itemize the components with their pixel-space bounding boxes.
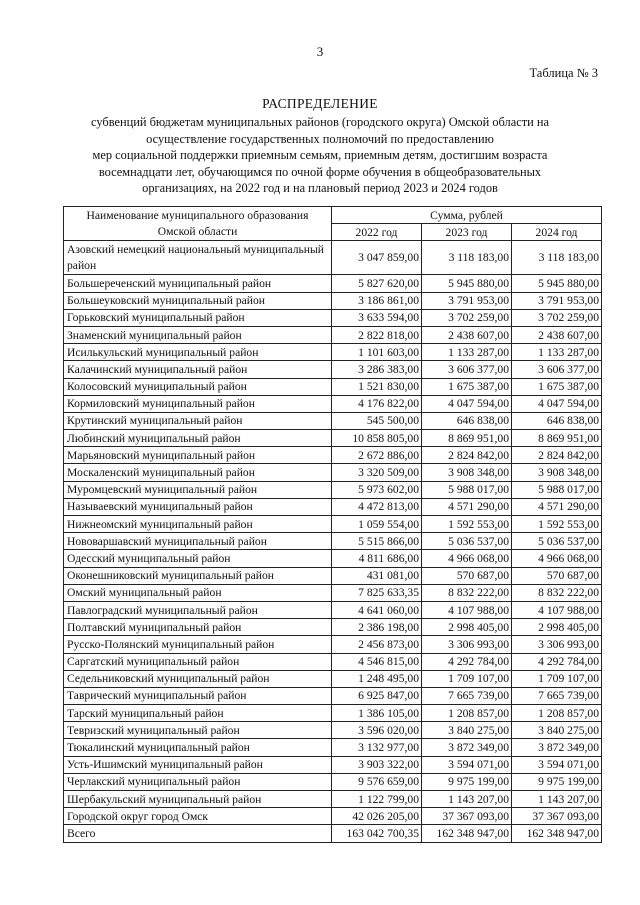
district-name-cell: Москаленский муниципальный район — [64, 464, 332, 481]
header-row — [64, 207, 602, 224]
value-2022-cell: 2 822 818,00 — [332, 326, 422, 343]
value-2022-cell: 545 500,00 — [332, 412, 422, 429]
district-name-cell: Калачинский муниципальный район — [64, 361, 332, 378]
value-2024-cell: 3 702 259,00 — [512, 309, 602, 326]
value-2024-cell: 2 438 607,00 — [512, 326, 602, 343]
table-row — [64, 670, 602, 687]
value-2022-cell: 1 101 603,00 — [332, 344, 422, 361]
value-2023-cell: 3 606 377,00 — [422, 361, 512, 378]
value-2022-cell: 1 248 495,00 — [332, 670, 422, 687]
header-name-column: Наименование муниципального образования Омской области — [64, 207, 332, 241]
district-name-cell: Тарский муниципальный район — [64, 705, 332, 722]
table-row — [64, 808, 602, 825]
district-name-cell: Знаменский муниципальный район — [64, 326, 332, 343]
value-2022-cell: 1 521 830,00 — [332, 378, 422, 395]
value-2023-cell: 1 143 207,00 — [422, 791, 512, 808]
page-number: 3 — [316, 44, 324, 59]
value-2023-cell: 4 107 988,00 — [422, 601, 512, 618]
value-2022-cell: 3 186 861,00 — [332, 292, 422, 309]
value-2024-cell: 8 832 222,00 — [512, 584, 602, 601]
district-name-cell: Колосовский муниципальный район — [64, 378, 332, 395]
table-row — [64, 309, 602, 326]
table-row — [64, 550, 602, 567]
value-2022-cell: 3 596 020,00 — [332, 722, 422, 739]
value-2024-cell: 3 306 993,00 — [512, 636, 602, 653]
value-2022-cell: 163 042 700,35 — [332, 825, 422, 842]
value-2024-cell: 1 143 207,00 — [512, 791, 602, 808]
subtitle-line: мер социальной поддержки приемным семьям, приемным детям, достигшим возраста — [92, 148, 548, 163]
district-name-cell: Таврический муниципальный район — [64, 687, 332, 704]
value-2022-cell: 1 122 799,00 — [332, 791, 422, 808]
table-row — [64, 773, 602, 790]
table-row — [64, 447, 602, 464]
value-2024-cell: 1 133 287,00 — [512, 344, 602, 361]
value-2024-cell: 1 709 107,00 — [512, 670, 602, 687]
district-name-cell: Русско-Полянский муниципальный район — [64, 636, 332, 653]
district-name-cell: Называевский муниципальный район — [64, 498, 332, 515]
value-2023-cell: 3 872 349,00 — [422, 739, 512, 756]
table-row — [64, 653, 602, 670]
district-name-cell: Азовский немецкий национальный муниципальный район — [64, 241, 332, 275]
district-name-cell: Тевризский муниципальный район — [64, 722, 332, 739]
value-2024-cell: 3 908 348,00 — [512, 464, 602, 481]
district-name-cell: Большереченский муниципальный район — [64, 275, 332, 292]
table-row — [64, 567, 602, 584]
distribution-table — [63, 206, 602, 843]
value-2023-cell: 2 438 607,00 — [422, 326, 512, 343]
value-2023-cell: 3 118 183,00 — [422, 241, 512, 275]
district-name-cell: Большеуковский муниципальный район — [64, 292, 332, 309]
value-2023-cell: 3 791 953,00 — [422, 292, 512, 309]
table-row — [64, 791, 602, 808]
header-year-2022: 2022 год — [332, 224, 422, 241]
value-2023-cell: 4 571 290,00 — [422, 498, 512, 515]
value-2023-cell: 5 988 017,00 — [422, 481, 512, 498]
value-2023-cell: 3 306 993,00 — [422, 636, 512, 653]
value-2023-cell: 37 367 093,00 — [422, 808, 512, 825]
table-row — [64, 361, 602, 378]
value-2024-cell: 570 687,00 — [512, 567, 602, 584]
table-row — [64, 481, 602, 498]
subtitle-line: осуществление государственных полномочий по предоставлению — [146, 131, 494, 146]
table-row — [64, 241, 602, 275]
table-row — [64, 344, 602, 361]
value-2023-cell: 646 838,00 — [422, 412, 512, 429]
value-2023-cell: 1 592 553,00 — [422, 516, 512, 533]
table-row — [64, 326, 602, 343]
district-name-cell: Кормиловский муниципальный район — [64, 395, 332, 412]
value-2022-cell: 3 047 859,00 — [332, 241, 422, 275]
table-row — [64, 722, 602, 739]
district-name-cell: Тюкалинский муниципальный район — [64, 739, 332, 756]
value-2022-cell: 2 386 198,00 — [332, 619, 422, 636]
value-2022-cell: 3 633 594,00 — [332, 309, 422, 326]
value-2024-cell: 9 975 199,00 — [512, 773, 602, 790]
value-2024-cell: 3 118 183,00 — [512, 241, 602, 275]
district-name-cell: Любинский муниципальный район — [64, 430, 332, 447]
value-2022-cell: 1 386 105,00 — [332, 705, 422, 722]
district-name-cell: Горьковский муниципальный район — [64, 309, 332, 326]
value-2022-cell: 7 825 633,35 — [332, 584, 422, 601]
document-subtitle — [70, 114, 570, 197]
table-row — [64, 687, 602, 704]
table-row — [64, 619, 602, 636]
district-name-cell: Омский муниципальный район — [64, 584, 332, 601]
district-name-cell: Черлакский муниципальный район — [64, 773, 332, 790]
value-2024-cell: 1 208 857,00 — [512, 705, 602, 722]
value-2024-cell: 162 348 947,00 — [512, 825, 602, 842]
table-row — [64, 464, 602, 481]
table-row — [64, 636, 602, 653]
district-name-cell: Усть-Ишимский муниципальный район — [64, 756, 332, 773]
district-name-cell: Полтавский муниципальный район — [64, 619, 332, 636]
value-2022-cell: 4 811 686,00 — [332, 550, 422, 567]
value-2022-cell: 6 925 847,00 — [332, 687, 422, 704]
district-name-cell: Крутинский муниципальный район — [64, 412, 332, 429]
table-row — [64, 430, 602, 447]
district-name-cell: Оконешниковский муниципальный район — [64, 567, 332, 584]
value-2022-cell: 5 827 620,00 — [332, 275, 422, 292]
value-2023-cell: 9 975 199,00 — [422, 773, 512, 790]
value-2023-cell: 1 208 857,00 — [422, 705, 512, 722]
header-sum-label: Сумма, рублей — [332, 207, 602, 224]
value-2023-cell: 3 840 275,00 — [422, 722, 512, 739]
value-2023-cell: 1 133 287,00 — [422, 344, 512, 361]
table-row — [64, 739, 602, 756]
district-name-cell: Одесский муниципальный район — [64, 550, 332, 567]
value-2022-cell: 3 286 383,00 — [332, 361, 422, 378]
value-2022-cell: 3 320 509,00 — [332, 464, 422, 481]
value-2022-cell: 5 515 866,00 — [332, 533, 422, 550]
district-name-cell: Городской округ город Омск — [64, 808, 332, 825]
value-2023-cell: 5 945 880,00 — [422, 275, 512, 292]
value-2024-cell: 1 592 553,00 — [512, 516, 602, 533]
value-2024-cell: 5 945 880,00 — [512, 275, 602, 292]
header-year-2023: 2023 год — [422, 224, 512, 241]
table-row — [64, 584, 602, 601]
value-2023-cell: 570 687,00 — [422, 567, 512, 584]
value-2022-cell: 4 546 815,00 — [332, 653, 422, 670]
district-name-cell: Исилькульский муниципальный район — [64, 344, 332, 361]
value-2024-cell: 3 606 377,00 — [512, 361, 602, 378]
value-2022-cell: 4 472 813,00 — [332, 498, 422, 515]
value-2024-cell: 4 107 988,00 — [512, 601, 602, 618]
value-2024-cell: 4 292 784,00 — [512, 653, 602, 670]
value-2022-cell: 10 858 805,00 — [332, 430, 422, 447]
value-2024-cell: 8 869 951,00 — [512, 430, 602, 447]
value-2024-cell: 37 367 093,00 — [512, 808, 602, 825]
district-name-cell: Павлоградский муниципальный район — [64, 601, 332, 618]
subtitle-line: восемнадцати лет, обучающимся по очной форме обучения в общеобразовательных — [98, 164, 542, 179]
value-2022-cell: 4 176 822,00 — [332, 395, 422, 412]
value-2022-cell: 1 059 554,00 — [332, 516, 422, 533]
district-name-cell: Марьяновский муниципальный район — [64, 447, 332, 464]
value-2024-cell: 2 998 405,00 — [512, 619, 602, 636]
value-2022-cell: 4 641 060,00 — [332, 601, 422, 618]
value-2024-cell: 646 838,00 — [512, 412, 602, 429]
value-2024-cell: 3 872 349,00 — [512, 739, 602, 756]
district-name-cell: Всего — [64, 825, 332, 842]
value-2022-cell: 3 132 977,00 — [332, 739, 422, 756]
table-row — [64, 705, 602, 722]
value-2024-cell: 4 966 068,00 — [512, 550, 602, 567]
value-2023-cell: 3 908 348,00 — [422, 464, 512, 481]
value-2022-cell: 2 456 873,00 — [332, 636, 422, 653]
value-2022-cell: 431 081,00 — [332, 567, 422, 584]
district-name-cell: Нижнеомский муниципальный район — [64, 516, 332, 533]
value-2023-cell: 8 869 951,00 — [422, 430, 512, 447]
table-row — [64, 498, 602, 515]
value-2022-cell: 3 903 322,00 — [332, 756, 422, 773]
value-2022-cell: 5 973 602,00 — [332, 481, 422, 498]
table-row — [64, 756, 602, 773]
value-2023-cell: 8 832 222,00 — [422, 584, 512, 601]
value-2023-cell: 3 594 071,00 — [422, 756, 512, 773]
value-2023-cell: 5 036 537,00 — [422, 533, 512, 550]
table-row — [64, 275, 602, 292]
value-2024-cell: 3 594 071,00 — [512, 756, 602, 773]
value-2023-cell: 2 998 405,00 — [422, 619, 512, 636]
header-year-2024: 2024 год — [512, 224, 602, 241]
value-2023-cell: 4 047 594,00 — [422, 395, 512, 412]
table-row — [64, 601, 602, 618]
value-2024-cell: 5 036 537,00 — [512, 533, 602, 550]
table-row — [64, 412, 602, 429]
value-2022-cell: 42 026 205,00 — [332, 808, 422, 825]
value-2024-cell: 1 675 387,00 — [512, 378, 602, 395]
document-title: РАСПРЕДЕЛЕНИЕ — [262, 96, 378, 111]
table-row — [64, 516, 602, 533]
district-name-cell: Саргатский муниципальный район — [64, 653, 332, 670]
total-row — [64, 825, 602, 842]
value-2024-cell: 4 047 594,00 — [512, 395, 602, 412]
table-body — [64, 241, 602, 842]
value-2024-cell: 7 665 739,00 — [512, 687, 602, 704]
table-label: Таблица № 3 — [529, 66, 598, 80]
value-2023-cell: 162 348 947,00 — [422, 825, 512, 842]
value-2023-cell: 3 702 259,00 — [422, 309, 512, 326]
subtitle-line: организациях, на 2022 год и на плановый период 2023 и 2024 годов — [142, 181, 498, 196]
district-name-cell: Муромцевский муниципальный район — [64, 481, 332, 498]
table-row — [64, 395, 602, 412]
value-2023-cell: 1 675 387,00 — [422, 378, 512, 395]
table-row — [64, 292, 602, 309]
value-2023-cell: 4 292 784,00 — [422, 653, 512, 670]
value-2023-cell: 1 709 107,00 — [422, 670, 512, 687]
value-2024-cell: 4 571 290,00 — [512, 498, 602, 515]
value-2023-cell: 2 824 842,00 — [422, 447, 512, 464]
district-name-cell: Седельниковский муниципальный район — [64, 670, 332, 687]
value-2024-cell: 5 988 017,00 — [512, 481, 602, 498]
value-2023-cell: 7 665 739,00 — [422, 687, 512, 704]
district-name-cell: Нововаршавский муниципальный район — [64, 533, 332, 550]
table-row — [64, 378, 602, 395]
value-2024-cell: 2 824 842,00 — [512, 447, 602, 464]
table-row — [64, 533, 602, 550]
value-2022-cell: 2 672 886,00 — [332, 447, 422, 464]
district-name-cell: Шербакульский муниципальный район — [64, 791, 332, 808]
value-2023-cell: 4 966 068,00 — [422, 550, 512, 567]
value-2024-cell: 3 840 275,00 — [512, 722, 602, 739]
subtitle-line: субвенций бюджетам муниципальных районов (городского округа) Омской области на — [91, 115, 549, 129]
value-2024-cell: 3 791 953,00 — [512, 292, 602, 309]
value-2022-cell: 9 576 659,00 — [332, 773, 422, 790]
